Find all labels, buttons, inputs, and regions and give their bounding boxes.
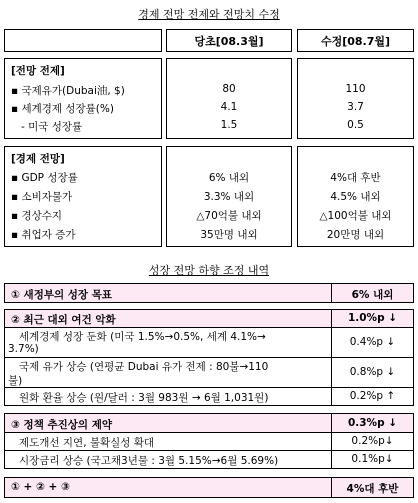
premise-row-label: ▪ 국제유가(Dubai油, $) [11,85,125,97]
section3-item-value-cell [331,432,414,451]
outlook-revised-value: 4%대 후반 [330,172,381,184]
outlook-labels [4,146,162,247]
premise-row-label: - 미국 성장률 [21,121,83,133]
section3-item-cell [4,432,332,451]
section3-item-cell [4,450,332,469]
section2-value-cell [331,309,414,328]
section3-item-text: 제도개선 지연, 불확실성 확대 [19,437,155,449]
section2-item-value: 0.2%p ↑ [349,390,396,402]
bottom-title: 성장 전망 하향 조정 내역 [148,264,270,277]
outlook-initial [166,146,292,247]
outlook-row-label: ▪ 경상수지 [11,210,63,222]
section1-value-cell [331,283,414,303]
premise-heading: [전망 전제] [11,65,65,77]
section3-item-value: 0.2%p↓ [351,435,394,447]
header-revised: 수정[08.7월] [297,29,414,52]
premise-labels [4,58,162,139]
outlook-revised [297,146,414,247]
section1-label-cell [4,283,332,303]
section2-item-value-cell [331,357,414,388]
outlook-initial-value: 35만명 내외 [200,229,258,241]
section2-item-value: 0.8%p ↓ [349,366,396,378]
outlook-revised-value: 20만명 내외 [326,229,385,241]
section3-value-cell [331,413,414,433]
section2-item-text-cont: 3.7%) [8,343,39,355]
section2-item-cell [4,387,332,406]
section3-value: 0.3%p ↓ [347,417,398,429]
section2-label: ② 최근 대외 여건 악화 [11,314,116,326]
outlook-initial-value: 3.3% 내외 [203,191,255,203]
section2-item-text: 국제 유가 상승 (연평균 Dubai 유가 전제 : 80불→110 [19,361,269,373]
section2-item-text: 원화 환율 상승 (원/달러 : 3월 983원 → 6월 1,031원) [19,392,269,404]
total-label-cell [4,477,332,498]
section2-item-cell [4,327,332,358]
section3-label-cell [4,413,332,433]
total-value: 4%대 후반 [346,483,399,495]
section2-label-cell [4,309,332,328]
header-initial: 당초[08.3월] [166,29,292,52]
section2-item-text-cont: 불) [8,375,23,387]
section2-item-value-cell [331,327,414,358]
outlook-revised-value: △100억불 내외 [319,210,392,222]
outlook-row-label: ▪ 취업자 증가 [11,229,76,241]
total-value-cell [331,477,414,498]
section1-value: 6% 내외 [351,289,394,301]
top-title: 경제 전망 전제와 전망치 수정 [138,8,280,21]
premise-row-label: ▪ 세계경제 성장률(%) [11,103,114,115]
premise-initial [166,58,292,139]
outlook-initial-value: △70억불 내외 [196,210,262,222]
premise-initial-value: 4.1 [220,101,238,113]
header-empty-cell [4,29,162,52]
outlook-heading: [경제 전망] [11,153,65,165]
section3-item-value: 0.1%p↓ [351,453,394,465]
premise-revised-value: 110 [345,83,366,95]
outlook-row-label: ▪ 소비자물가 [11,191,73,203]
premise-initial-value: 1.5 [220,119,238,131]
premise-initial-value: 80 [222,83,236,95]
total-label: ① + ② + ③ [11,481,70,493]
section3-label: ③ 정책 추진상의 제약 [11,419,113,431]
outlook-initial-value: 6% 내외 [208,172,250,184]
section3-item-value-cell [331,450,414,469]
section2-item-value: 0.4%p ↓ [349,336,396,348]
section1-label: ① 새정부의 성장 목표 [11,289,113,301]
section2-value: 1.0%p ↓ [347,312,398,324]
section2-item-text: 세계경제 성장 둔화 (미국 1.5%→0.5%, 세계 4.1%→ [19,331,266,343]
outlook-row-label: ▪ GDP 성장률 [11,172,78,184]
premise-revised-value: 0.5 [347,119,364,131]
section2-item-cell [4,357,332,388]
section2-item-value-cell [331,387,414,406]
premise-revised [297,58,414,139]
outlook-revised-value: 4.5% 내외 [330,191,381,203]
premise-revised-value: 3.7 [347,101,364,113]
section3-item-text: 시장금리 상승 (국고채3년물 : 3월 5.15%→6월 5.69%) [19,455,279,467]
